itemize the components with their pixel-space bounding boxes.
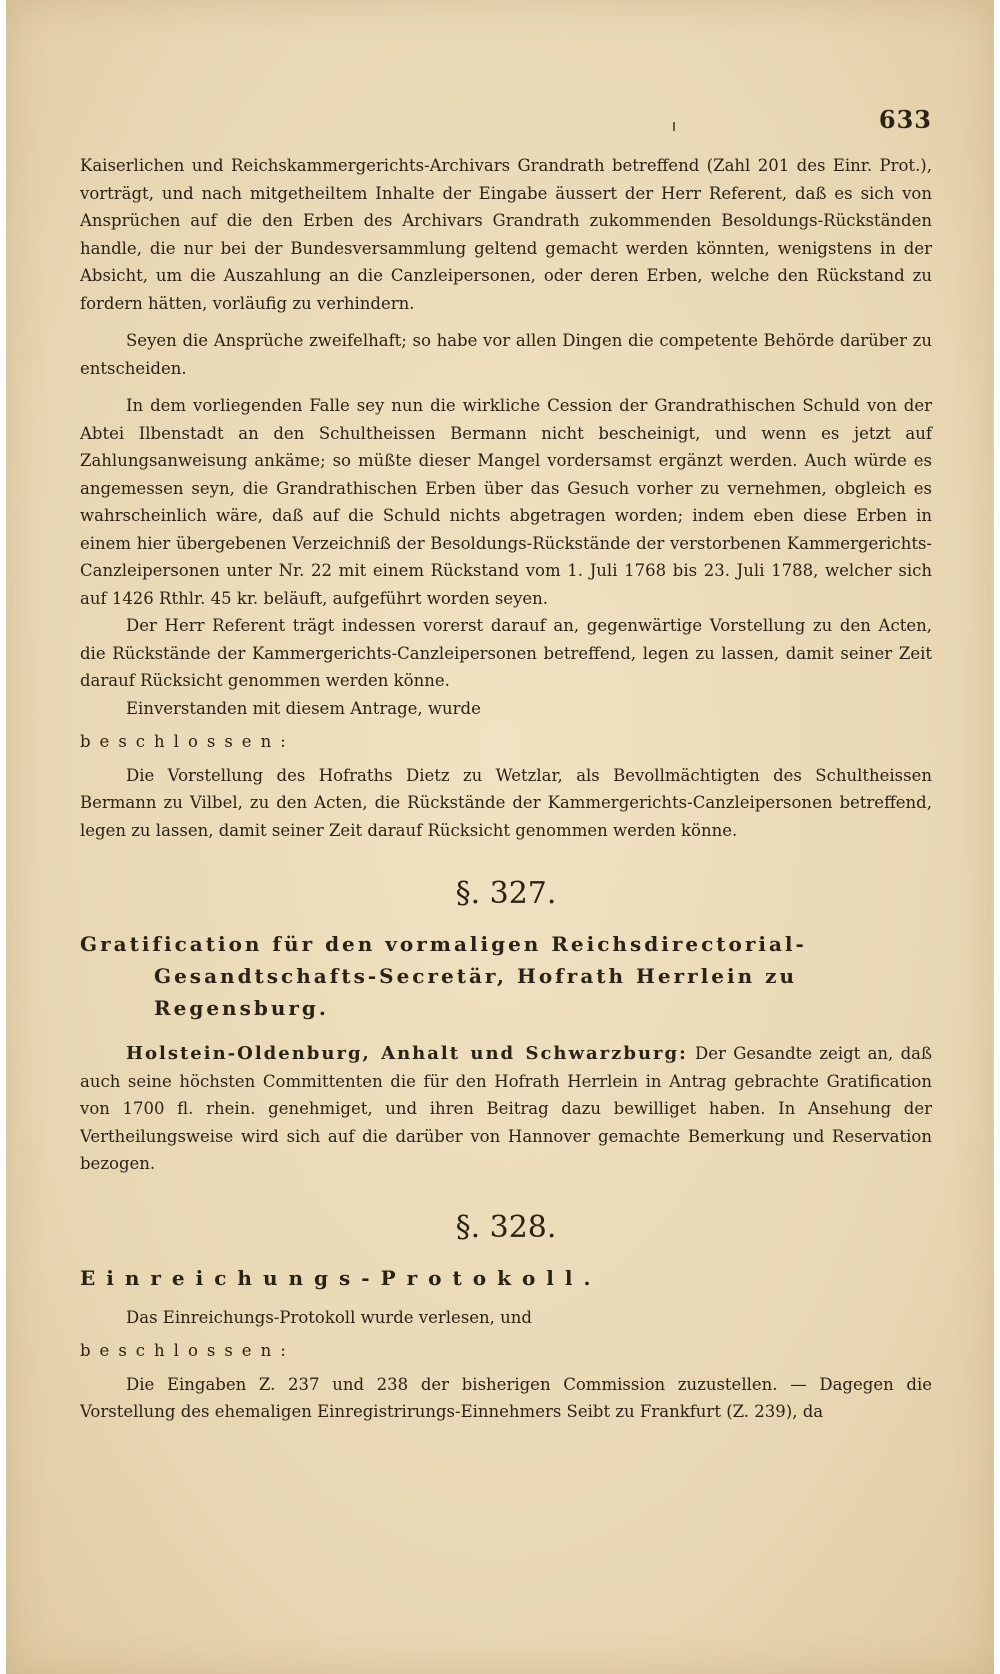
paragraph-continued: Kaiserlichen und Reichskammergerichts-Archivars Grandrath betreffend (Zahl 201 des Einr. Prot.), vorträgt, und nach mitgetheiltem Inhalte der Eingabe äussert der Herr Referent, daß es sich von Ansprüchen auf die den Erben des Archivars Grandrath zukommenden Besoldungs-Rückständen handle, die nur bei der Bundesversammlung geltend gemacht werden könnten, wenigstens in der Absicht, um die Auszahlung an die Canzleipersonen, oder deren Erben, welche den Rückstand zu fordern hätten, vorläufig zu verhindern.	[80, 156, 932, 313]
paragraph-resolution: Die Vorstellung des Hofraths Dietz zu Wetzlar, als Bevollmächtigten des Schultheissen Bermann zu Vilbel, zu den Acten, die Rückstände der Kammergerichts-Canzleipersonen betreffend, legen zu lassen, damit seiner Zeit darauf Rücksicht genommen werden könne.	[80, 765, 932, 840]
section-title-328: Einreichungs-Protokoll.	[80, 1265, 602, 1290]
document-page	[6, 0, 994, 1674]
paragraph-motion: Der Herr Referent trägt indessen vorerst darauf an, gegenwärtige Vorstellung zu den Acten, die Rückstände der Kammergerichts-Canzleipersonen betreffend, legen zu lassen, damit seiner Zeit darauf Rücksicht genommen werden könne.	[80, 616, 932, 690]
paragraph-submissions: Die Eingaben Z. 237 und 238 der bisherigen Commission zuzustellen. — Dagegen die Vorstellung des ehemaligen Einregistrirungs-Einnehmers Seibt zu Frankfurt (Z. 239), da	[80, 1374, 932, 1421]
paragraph-case: In dem vorliegenden Falle sey nun die wirkliche Cession der Grandrathischen Schuld von der Abtei Ilbenstadt an den Schultheissen Bermann nicht bescheinigt, und wenn es jetzt auf Zahlungsanweisung ankäme; so müßte dieser Mangel vordersamst ergänzt werden. Auch würde es angemessen seyn, die Grandrathischen Erben über das Gesuch vorher zu vernehmen, obgleich es wahrscheinlich wäre, daß auf die Schuld nichts abgetragen worden; indem eben diese Erben in einem hier übergebenen Verzeichniß der Besoldungs-Rückstände der verstorbenen Kammergerichts-Canzleipersonen unter Nr. 22 mit einem Rückstand vom 1. Juli 1768 bis 23. Juli 1788, welcher sich auf 1426 Rthlr. 45 kr. beläuft, aufgeführt worden seyen.	[80, 396, 932, 608]
speaker-lead: Holstein-Oldenburg, Anhalt und Schwarzburg:	[126, 1043, 688, 1064]
paragraph-claims: Seyen die Ansprüche zweifelhaft; so habe vor allen Dingen die competente Behörde darüber zu entscheiden.	[80, 331, 932, 378]
page-content	[80, 104, 932, 1426]
resolved-heading-2: beschlossen:	[80, 1341, 295, 1360]
section-title-327: Gratification für den vormaligen Reichsdirectorial-Gesandtschafts-Secretär, Hofrath Herrlein zu Regensburg.	[80, 932, 807, 1020]
paragraph-protocol: Das Einreichungs-Protokoll wurde verlesen, und	[126, 1307, 532, 1327]
paragraph-holstein-text: Der Gesandte zeigt an, daß auch seine höchsten Committenten die für den Hofrath Herrlein in Antrag gebrachte Gratification von 1700 fl. rhein. genehmiget, und ihren Beitrag dazu bewilliget haben. In Ansehung der Vertheilungsweise wird sich auf die darüber von Hannover gemachte Bemerkung und Reservation bezogen.	[80, 1044, 933, 1173]
paragraph-holstein	[80, 1040, 932, 1178]
page-number: 633	[878, 105, 932, 134]
resolved-heading: beschlossen:	[80, 732, 295, 751]
section-number-327: §. 327.	[455, 876, 557, 911]
print-mark	[673, 122, 675, 131]
paragraph-agreement: Einverstanden mit diesem Antrage, wurde	[126, 698, 481, 718]
section-number-328: §. 328.	[455, 1209, 557, 1245]
